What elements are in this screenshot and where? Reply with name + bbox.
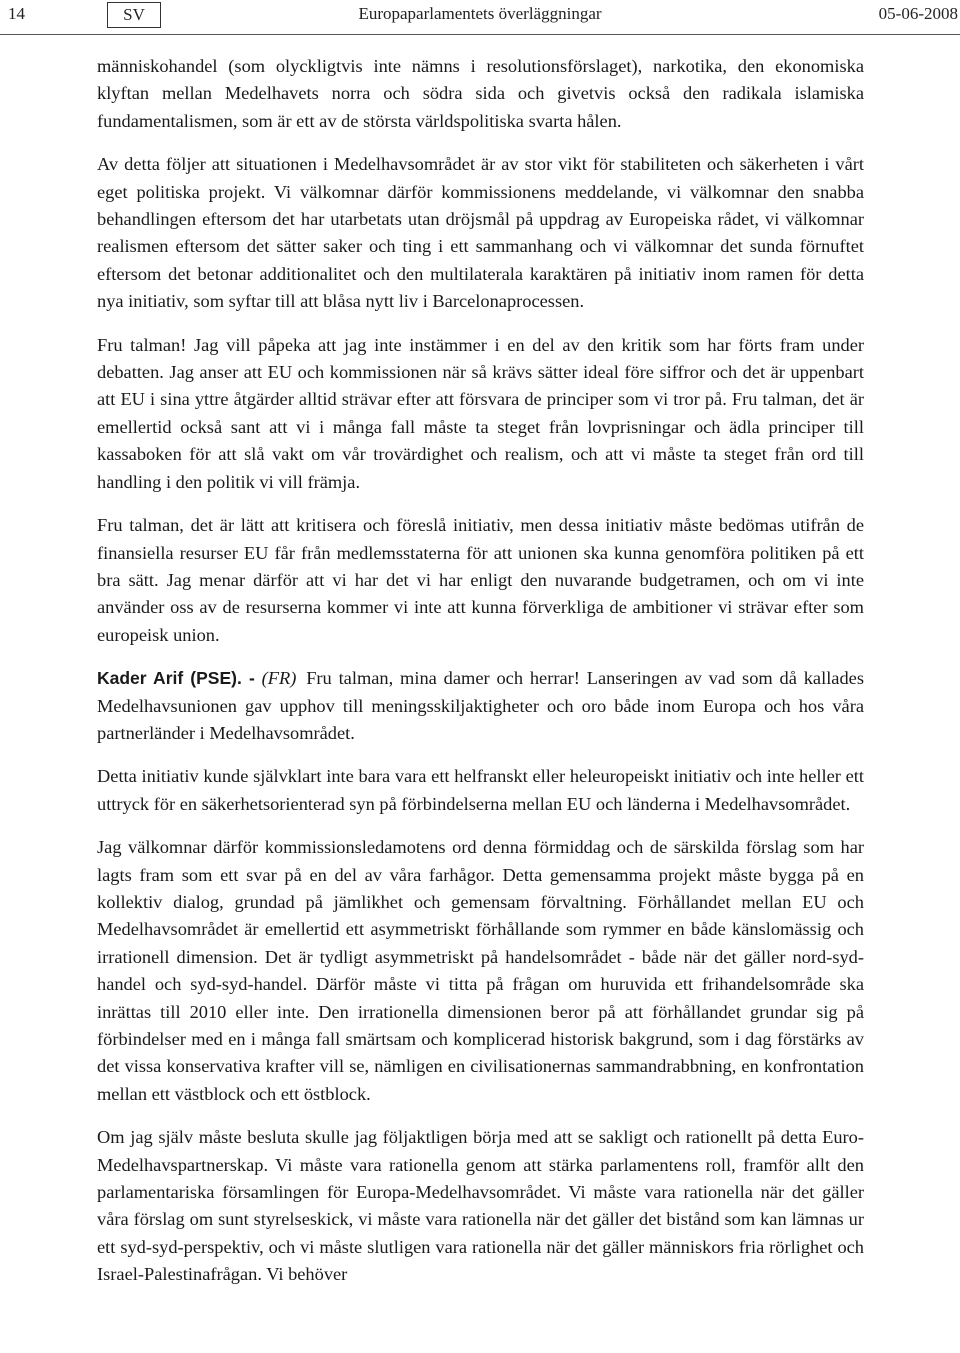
- page-number: 14: [8, 4, 25, 23]
- speaker-name: Kader Arif (PSE). -: [97, 668, 255, 689]
- document-title: Europaparlamentets överläggningar: [358, 4, 602, 23]
- paragraph: Jag välkomnar därför kommissionsledamotens ord denna förmiddag och de särskilda förslag som har lagts fram som ett svar på en del av våra farhågor. Detta gemensamma projekt måste bygga på en kollektiv dialog, grundad på jämlikhet och gemensam förvaltning. Förhållandet mellan EU och Medelhavsområdet är emellertid ett asymmetriskt förhållande som rymmer en både känslomässig och irrationell dimension. Det är tydligt asymmetriskt på handelsområdet - både när det gäller nord-syd-handel och syd-syd-handel. Därför måste vi titta på frågan om huruvida ett frihandelsområde ska inrättas till 2010 eller inte. Den irrationella dimensionen beror på att förhållandet grundar sig på förbindelser med en i många fall smärtsam och komplicerad historisk bakgrund, som i dag förstärks av det vissa konservativa krafter vill se, nämligen en civilisationernas sammandrabbning, en konfrontation mellan ett västblock och ett östblock.: [97, 837, 864, 1104]
- speech-opening-text: Fru talman, mina damer och herrar! Lanseringen av vad som då kallades Medelhavsunionen gav upphov till meningsskiljaktigheter och oro både inom Europa och hos våra partnerländer i Medelhavsområdet.: [97, 668, 864, 743]
- speech-opening-paragraph: [97, 665, 864, 747]
- paragraph: Fru talman! Jag vill påpeka att jag inte instämmer i en del av den kritik som har förts fram under debatten. Jag anser att EU och kommissionen när så krävs sätter ideal före siffror och det är uppenbart att EU i sina yttre åtgärder alltid strävar efter att försvara de principer som vi tror på. Fru talman, det är emellertid också sant att vi i många fall måste ta steget från lovprisningar och ädla principer till kassaboken för att slå vakt om vår trovärdighet och realism, och att vi måste ta steget från ord till handling i den politik vi vill främja.: [97, 334, 864, 492]
- document-date: 05-06-2008: [878, 4, 958, 23]
- paragraph: Av detta följer att situationen i Medelhavsområdet är av stor vikt för stabiliteten och säkerheten i vårt eget politiska projekt. Vi välkomnar därför kommissionens meddelande, vi välkomnar den snabba behandlingen eftersom det har utarbetats utan dröjsmål på uppdrag av Europeiska rådet, vi välkomnar realismen eftersom det sätter saker och ting i ett sammanhang och vi välkomnar det sunda förnuftet eftersom det betonar additionalitet och den multilaterala karaktären på initiativ inom ramen för detta nya initiativ, som syftar till att blåsa nytt liv i Barcelonaprocessen.: [97, 154, 864, 312]
- page-header: [0, 0, 960, 35]
- language-code-box: SV: [107, 2, 161, 28]
- paragraph: Detta initiativ kunde självklart inte bara vara ett helfranskt eller heleuropeiskt initiativ och inte heller ett uttryck för en säkerhetsorienterad syn på förbindelserna mellan EU och länderna i Medelhavsområdet.: [97, 766, 864, 814]
- document-body: [97, 53, 864, 1305]
- paragraph: Fru talman, det är lätt att kritisera och föreslå initiativ, men dessa initiativ måste bedömas utifrån de finansiella resurser EU får från medlemsstaterna för att unionen ska kunna genomföra politiken på ett bra sätt. Jag menar därför att vi har det vi har enligt den nuvarande budgetramen, och om vi inte använder oss av de resurserna kommer vi inte att kunna förverkliga de ambitioner vi strävar efter som europeisk union.: [97, 515, 864, 645]
- paragraph: människohandel (som olyckligtvis inte nämns i resolutionsförslaget), narkotika, den ekonomiska klyftan mellan Medelhavets norra och södra sida och givetvis också den radikala islamiska fundamentalismen, som är ett av de största världspolitiska svarta hålen.: [97, 56, 864, 131]
- paragraph: Om jag själv måste besluta skulle jag följaktligen börja med att se sakligt och rationellt på detta Euro-Medelhavspartnerskap. Vi måste vara rationella genom att stärka parlamentens roll, framför allt den parlamentariska församlingen för Europa-Medelhavsområdet. Vi måste vara rationella när det gäller våra förslag om sunt styrelseskick, vi måste vara rationella när det gäller det bistånd som kan lämnas ur ett syd-syd-perspektiv, och vi måste slutligen vara rationella när det gäller människors fria rörlighet och Israel-Palestinafrågan. Vi behöver: [97, 1127, 864, 1285]
- speech-language-tag: (FR): [261, 668, 297, 689]
